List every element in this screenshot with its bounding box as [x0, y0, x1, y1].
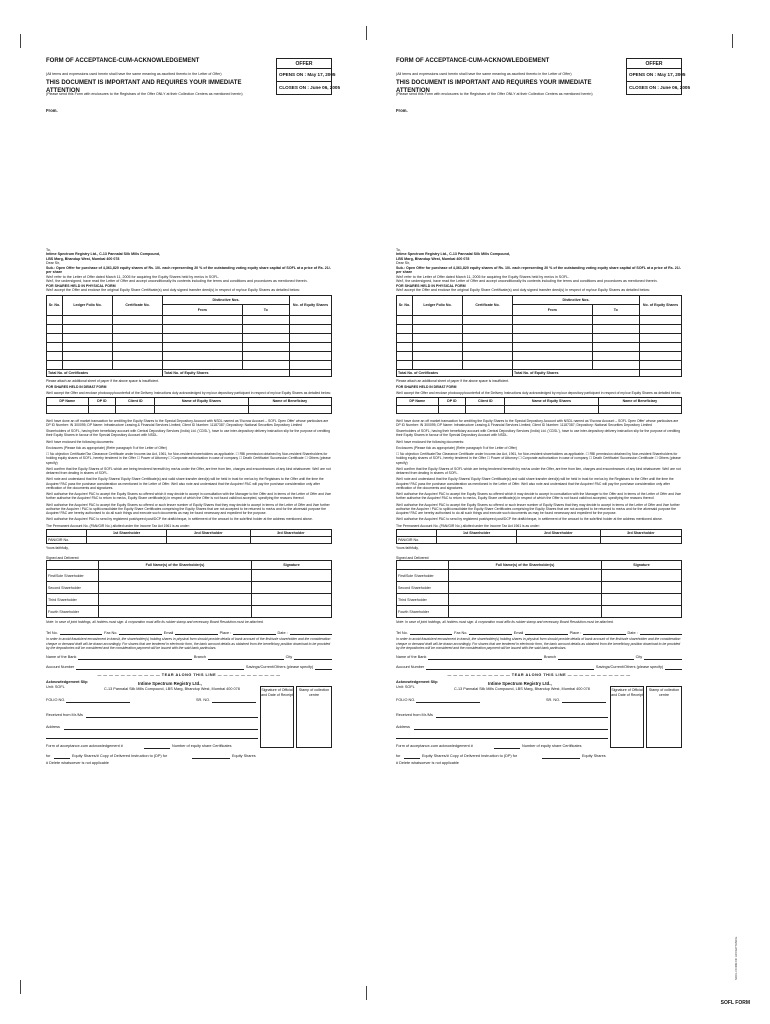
send-note: (Please send this Form with enclosures to the Registrars of the Offer ONLY at their Collection Centers as mentioned herein)	[46, 92, 243, 96]
opens-on: OPENS ON : May 17, 2005	[627, 69, 681, 82]
table-header	[47, 295, 332, 304]
dear-sir: Dear Sir,	[396, 261, 410, 266]
send-note: (Please send this Form with enclosures to the Registrars of the Offer ONLY at their Collection Centers as mentioned herein)	[396, 92, 593, 96]
joint-note: Note: In case of joint holdings, all holders must sign. A corporation must affix its rubber stamp and necessary Board Resolution must be attached.	[396, 620, 614, 625]
col-full-name: Full Name(s) of the Shareholder(s)	[99, 561, 252, 570]
demat-table	[46, 397, 332, 414]
crop-mark	[732, 34, 733, 48]
form-sheet-right	[396, 58, 691, 770]
table-row[interactable]	[397, 405, 682, 413]
form-header	[396, 58, 691, 116]
demat-heading: FOR SHARES HELD IN DEMAT FORM	[46, 385, 107, 390]
col-folio: Ledger Folio No.	[63, 295, 113, 315]
table-row[interactable]	[47, 405, 332, 413]
eq-copy-label: Equity Shares/# Copy of Delivered Instruction to (DP) for	[422, 754, 518, 759]
eq-shares-label: Equity Shares	[582, 754, 606, 759]
para-cdsl: Shareholders of SOFL, having their beneficiary account with Central Depository Services (India) Ltd. ('CDSL'), have to use inter-depository delivery instruction slip for the purpose of crediting their Equity Shares in favour of the Special Depository Account with NSDL.	[46, 429, 330, 438]
subject: Sub.: Open Offer for purchase of 4,361,820 equity shares of Rs. 10/- each representing 20 % of the outstanding voting equity share capital of SOFL at a price of Rs. 21/- per share	[396, 265, 681, 275]
col-first-holder: 1st Shareholder	[87, 529, 167, 536]
stamp-box: Stamp of collection centre	[646, 686, 682, 748]
table-header	[397, 295, 682, 304]
for-label: for	[396, 754, 401, 759]
col-third-holder: 3rd Shareholder	[600, 529, 681, 536]
para-trust: We/I note and understand that the Equity Shares/ Equity Share Certificate(s) and valid share transfer deed(s) will be held in trust for me/us by the Registrars to the Offer until the time the Acquirer/ PAC pass the purchase consideration as mentioned in the Letter of Offer. We/I also note and understand that the Acquirer/ PAC will pay the purchase consideration only after verification of the documents and signatures.	[396, 477, 674, 490]
col-beneficiary: Name of Beneficiary	[248, 397, 331, 405]
demat-heading: FOR SHARES HELD IN DEMAT FORM	[396, 385, 457, 390]
subject: Sub.: Open Offer for purchase of 4,361,820 equity shares of Rs. 10/- each representing 20 % of the outstanding voting equity share capital of SOFL at a price of Rs. 21/- per share	[46, 265, 331, 275]
total-row	[397, 369, 682, 376]
ack-slip-label: Acknowledgement Slip	[396, 680, 438, 685]
pan-table	[396, 529, 682, 544]
para-enclosures: Enclosures (Please tick as appropriate) (Refer paragraph 9 of the Letter of Offer)	[46, 445, 167, 450]
stamp-box: Stamp of collection centre	[296, 686, 332, 748]
table-row[interactable]: Fourth Shareholder	[47, 606, 332, 618]
received-label: Received from Mr./Ms	[396, 713, 433, 718]
para-checkboxes[interactable]: ☐ No objection Certificate/Tax Clearance Certificate under Income-tax Act, 1961, for Non-resident shareholders as applicable. ☐ RBI permission obtained by Non-resident Shareholders for holding equity shares of SOFL, hereby tendered in the Offer ☐ Power of Attorney ☐ Corporate authorization in case of company ☐ Death Certificate/ Succession Certificate ☐ Others (please specify)	[396, 452, 681, 465]
para-authorise: We/I authorise the Acquirer/ PAC to accept the Equity Shares so offered which it may decide to accept in consultation with the Manager to the Offer and in terms of the Letter of Offer and I/we further authorise the Acquirer/ PAC to return to me/us, Equity Share certificate(s) in respect of which the Offer is not found valid/not accepted, specifying the reasons thereof.	[46, 492, 332, 501]
table-row[interactable]	[397, 324, 682, 333]
acknowledgement-slip	[396, 680, 682, 770]
col-beneficiary: Name of Beneficiary	[598, 397, 681, 405]
para-authorise: We/I authorise the Acquirer/ PAC to accept the Equity Shares so offered which it may decide to accept in consultation with the Manager to the Offer and in terms of the Letter of Offer and I/we further authorise the Acquirer/ PAC to return to me/us, Equity Share certificate(s) in respect of which the Offer is not found valid/not accepted, specifying the reasons thereof.	[396, 492, 682, 501]
eq-shares-label: Equity Shares	[232, 754, 256, 759]
para-split: We/I authorise the Acquirer/ PAC to accept the Equity Shares so offered or such lesser number of Equity Shares that they may decide to accept in terms of the Letter of Offer and I/we further authorise the Acquirer / PAC to split/consolidate the Equity Share Certificates comprising the Equity Shares that are not accepted to be returned to me/us and for the aforesaid purpose the Acquirer/ PAC are hereby authorised to do all such things and execute such documents as may be found necessary and expedient for the purpose.	[46, 502, 330, 516]
table-header	[47, 529, 332, 536]
col-first-holder: 1st Shareholder	[437, 529, 517, 536]
para-pan: The Permanent Account No. (PAN/GIR No.) allotted under the Income Tax Act 1961 is as under:	[396, 523, 540, 528]
physical-text: We/I accept the Offer and enclose the original Equity Share Certificate(s) and duly signed transfer deed(s) in respect of my/our Equity Shares as detailed below:	[396, 288, 650, 293]
srno-input[interactable]	[562, 702, 606, 703]
physical-heading: FOR SHARES HELD IN PHYSICAL FORM	[46, 283, 116, 288]
para-post: We/I authorise the Acquirer/ PAC to send by registered post/speed post/DCP the draft/cheque, in settlement of the amount to the sole/first holder at the address mentioned above.	[46, 517, 313, 522]
important-notice: THIS DOCUMENT IS IMPORTANT AND REQUIRES YOUR IMMEDIATE ATTENTION	[396, 80, 592, 94]
col-equity-name: Name of Equity Shares	[505, 397, 598, 405]
table-row[interactable]: Second Shareholder	[47, 582, 332, 594]
col-certificate: Certificate No.	[463, 295, 513, 315]
col-signature: Signature	[252, 561, 332, 570]
para-escrow: We/I have done an off market transaction for crediting the Equity Shares to the Special Depository Account with NSDL named as 'Escrow Account – SOFL Open Offer' whose particulars are DP ID Number: IN 300095; DP Name: Infrastructure Leasing & Financial Services Limited; Client ID Number: 11187387; Depository: National Securities Depository Limited	[396, 418, 679, 427]
total-certificates: Total No. of Certificates	[47, 369, 163, 376]
received-label: Received from Mr./Ms	[46, 713, 83, 718]
address-input-2[interactable]	[396, 738, 608, 739]
table-row[interactable]: Third Shareholder	[47, 594, 332, 606]
attach-note: Please attach an additional sheet of paper if the above space is insufficient.	[46, 378, 160, 383]
crop-mark	[20, 34, 21, 48]
official-signature-box: Signature of Official and Date of Receipt	[610, 686, 644, 748]
para-post: We/I authorise the Acquirer/ PAC to send by registered post/speed post/DCP the draft/cheque, in settlement of the amount to the sole/first holder at the address mentioned above.	[396, 517, 663, 522]
dp-input[interactable]	[542, 758, 580, 759]
registry-line2: LBS Marg, Bhandup West, Mumbai 400 078	[396, 256, 470, 261]
vertical-form-label: SOFL FORM OF ACCEPTANCE	[734, 936, 738, 980]
received-input[interactable]	[436, 717, 608, 718]
form-sheet-left	[46, 58, 341, 770]
col-distinctive: Distinctive Nos.	[163, 295, 290, 304]
col-equity-name: Name of Equity Shares	[155, 397, 248, 405]
col-signature: Signature	[602, 561, 682, 570]
undersigned-text: We/I, the undersigned, have read the Letter of Offer and accept unconditionally its contents including the terms and conditions and procedures as mentioned therein.	[396, 279, 658, 284]
pan-label: PAN/GIR No.	[47, 536, 87, 543]
undersigned-text: We/I, the undersigned, have read the Letter of Offer and accept unconditionally its contents including the terms and conditions and procedures as mentioned therein.	[46, 279, 308, 284]
crop-mark	[366, 986, 367, 1000]
form-header	[46, 58, 341, 116]
account-line[interactable]: Account Number Savings/Current/Others (please specify)	[46, 665, 332, 670]
demat-text: We/I accept the Offer and enclose photocopy/counterfoil of the Delivery Instructions duly acknowledged by my/our depository participant in respect of my/our Equity Shares as detailed below:	[396, 391, 681, 396]
yours-faithfully: Yours faithfully,	[396, 545, 419, 550]
registry-name: Intime Spectrum Registry Ltd.,	[488, 681, 552, 687]
registry-line1: Intime Spectrum Registry Ltd., C-13 Pannalal Silk Mills Compound,	[396, 252, 511, 257]
folio-input[interactable]	[416, 702, 480, 703]
from-label: From.	[396, 108, 408, 113]
signature-table	[46, 560, 332, 618]
eq-copy-label: Equity Shares/# Copy of Delivered Instruction to (DP) for	[72, 754, 168, 759]
crop-mark	[366, 26, 367, 40]
table-row[interactable]	[47, 351, 332, 360]
col-second-holder: 2nd Shareholder	[167, 529, 250, 536]
contact-line[interactable]: Tel No. Fax No. Email Place : Date :	[46, 631, 332, 636]
to-label: To,	[396, 248, 401, 252]
dear-sir: Dear Sir,	[46, 261, 60, 266]
total-row	[47, 369, 332, 376]
table-row[interactable]	[397, 342, 682, 351]
form-acceptance-input[interactable]	[494, 748, 520, 749]
col-from: From	[163, 305, 243, 316]
refer-text: We/I refer to the Letter of Offer dated March 11, 2005 for acquiring the Equity Shares held by me/us in SOFL.	[46, 274, 220, 279]
form-title: FORM OF ACCEPTANCE-CUM-ACKNOWLEDGEMENT	[46, 58, 200, 64]
bank-line[interactable]: Name of the Bank Branch City	[396, 655, 682, 660]
refer-text: We/I refer to the Letter of Offer dated March 11, 2005 for acquiring the Equity Shares held by me/us in SOFL.	[396, 274, 570, 279]
registry-address: C-13 Pannalal Silk Mills Compound, LBS Marg, Bhandup West, Mumbai 400 078	[454, 687, 590, 692]
table-row[interactable]	[397, 315, 682, 324]
form-acceptance-label: Form of acceptance-cum acknowledgement #	[396, 744, 473, 749]
table-header	[397, 561, 682, 570]
official-signature-box: Signature of Official and Date of Receipt	[260, 686, 294, 748]
col-no-shares: No. of Equity Shares	[640, 295, 682, 315]
certificate-table	[46, 295, 332, 377]
col-dp-name: DP Name	[47, 397, 89, 405]
from-label: From.	[46, 108, 58, 113]
para-pan: The Permanent Account No. (PAN/GIR No.) allotted under the Income Tax Act 1961 is as under:	[46, 523, 190, 528]
opens-on: OPENS ON : May 17, 2005	[277, 69, 331, 82]
total-certificates: Total No. of Certificates	[397, 369, 513, 376]
col-folio: Ledger Folio No.	[413, 295, 463, 315]
table-header	[47, 561, 332, 570]
table-row[interactable]: First/Sole Shareholder	[397, 570, 682, 582]
col-certificate: Certificate No.	[113, 295, 163, 315]
received-input[interactable]	[86, 717, 258, 718]
table-row[interactable]	[47, 360, 332, 369]
folio-input[interactable]	[66, 702, 130, 703]
signature-table	[396, 560, 682, 618]
table-header	[47, 397, 332, 405]
address-input-2[interactable]	[46, 738, 258, 739]
table-row[interactable]	[47, 333, 332, 342]
address-block	[396, 248, 682, 293]
sofl-form-label: SOFL FORM	[720, 1000, 750, 1006]
tear-line: — — — — — — — — — — — TEAR ALONG THIS LINE — — — — — — — — — — —	[447, 672, 631, 677]
address-input[interactable]	[64, 729, 258, 730]
srno-label: SR. NO.	[546, 698, 561, 703]
table-row[interactable]	[397, 536, 682, 543]
for-input[interactable]	[54, 758, 70, 759]
registry-name: Intime Spectrum Registry Ltd.,	[138, 681, 202, 687]
col-client-id: Client ID	[116, 397, 155, 405]
fraud-note: In order to avoid fraudulent encashment in transit, the shareholder(s) holding shares in physical form should provide details of bank account of the first/sole shareholder and the consideration cheque or demand draft will be drawn accordingly. For shares that are tendered in electronic form, the bank account details as obtained from the beneficiary position download to be provided by the depositories will be considered and the consideration payment will be issued with the said bank particulars.	[46, 637, 331, 650]
offer-label: OFFER	[627, 59, 681, 69]
signed-delivered: Signed and Delivered:	[46, 556, 80, 561]
form-title: FORM OF ACCEPTANCE-CUM-ACKNOWLEDGEMENT	[396, 58, 550, 64]
important-notice: THIS DOCUMENT IS IMPORTANT AND REQUIRES YOUR IMMEDIATE ATTENTION	[46, 80, 242, 94]
offer-box	[626, 58, 691, 95]
num-certs-label: Number of equity share Certificates	[172, 744, 232, 749]
yours-faithfully: Yours faithfully,	[46, 545, 69, 550]
ack-slip-label: Acknowledgement Slip	[46, 680, 88, 685]
tear-line: — — — — — — — — — — — TEAR ALONG THIS LINE — — — — — — — — — — —	[97, 672, 281, 677]
col-dp-id: DP ID	[88, 397, 116, 405]
address-label: Address	[46, 725, 60, 730]
col-to: To	[592, 305, 639, 316]
total-equity: Total No. of Equity Shares	[163, 369, 290, 376]
para-enclosed: We/I have enclosed the following documents:	[396, 439, 464, 444]
unit-label: Unit: SOFL	[46, 685, 65, 690]
bank-line[interactable]: Name of the Bank Branch City	[46, 655, 332, 660]
table-row[interactable]	[397, 333, 682, 342]
col-sr-no: Sr. No.	[47, 295, 63, 315]
for-label: for	[46, 754, 51, 759]
delete-note: # Delete whatsoever is not applicable	[46, 761, 109, 766]
for-input[interactable]	[404, 758, 420, 759]
physical-text: We/I accept the Offer and enclose the original Equity Share Certificate(s) and duly signed transfer deed(s) in respect of my/our Equity Shares as detailed below:	[46, 288, 300, 293]
terms-note: (All terms and expressions used herein shall have the same meaning as ascribed thereto in the Letter of Offer)	[396, 72, 572, 76]
fraud-note: In order to avoid fraudulent encashment in transit, the shareholder(s) holding shares in physical form should provide details of bank account of the first/sole shareholder and the consideration cheque or demand draft will be drawn accordingly. For shares that are tendered in electronic form, the bank account details as obtained from the beneficiary position download to be provided by the depositories will be considered and the consideration payment will be issued with the said bank particulars.	[396, 637, 681, 650]
account-line[interactable]: Account Number Savings/Current/Others (please specify)	[396, 665, 682, 670]
address-label: Address	[396, 725, 410, 730]
total-equity: Total No. of Equity Shares	[513, 369, 640, 376]
col-no-shares: No. of Equity Shares	[290, 295, 332, 315]
offer-box	[276, 58, 341, 95]
col-to: To	[242, 305, 289, 316]
col-third-holder: 3rd Shareholder	[250, 529, 331, 536]
to-label: To,	[46, 248, 51, 252]
para-cdsl: Shareholders of SOFL, having their beneficiary account with Central Depository Services (India) Ltd. ('CDSL'), have to use inter-depository delivery instruction slip for the purpose of crediting their Equity Shares in favour of the Special Depository Account with NSDL.	[396, 429, 680, 438]
acknowledgement-slip	[46, 680, 332, 770]
table-row[interactable]	[47, 342, 332, 351]
closes-on: CLOSES ON : June 06, 2005	[629, 84, 691, 90]
physical-heading: FOR SHARES HELD IN PHYSICAL FORM	[396, 283, 466, 288]
registry-line1: Intime Spectrum Registry Ltd., C-13 Pannalal Silk Mills Compound,	[46, 252, 161, 257]
table-row[interactable]	[397, 351, 682, 360]
para-checkboxes[interactable]: ☐ No objection Certificate/Tax Clearance Certificate under Income-tax Act, 1961, for Non-resident shareholders as applicable. ☐ RBI permission obtained by Non-resident Shareholders for holding equity shares of SOFL, hereby tendered in the Offer ☐ Power of Attorney ☐ Corporate authorization in case of company ☐ Death Certificate/ Succession Certificate ☐ Others (please specify)	[46, 452, 331, 465]
registry-address: C-13 Pannalal Silk Mills Compound, LBS Marg, Bhandup West, Mumbai 400 078	[104, 687, 240, 692]
unit-label: Unit: SOFL	[396, 685, 415, 690]
attach-note: Please attach an additional sheet of paper if the above space is insufficient.	[396, 378, 510, 383]
dp-input[interactable]	[192, 758, 230, 759]
table-row[interactable]: Fourth Shareholder	[397, 606, 682, 618]
table-row[interactable]: First/Sole Shareholder	[47, 570, 332, 582]
srno-input[interactable]	[212, 702, 256, 703]
table-row[interactable]	[47, 324, 332, 333]
para-enclosed: We/I have enclosed the following documents:	[46, 439, 114, 444]
signed-delivered: Signed and Delivered:	[396, 556, 430, 561]
col-from: From	[513, 305, 593, 316]
pan-table	[46, 529, 332, 544]
para-confirm: We/I confirm that the Equity Shares of SOFL which are being tendered herewith by me/us under the Offer, are free from lien, charges and encumbrances of any kind whatsoever. We/I are not debarred from dealing in shares of SOFL.	[396, 466, 681, 476]
table-header	[397, 529, 682, 536]
col-sr-no: Sr. No.	[397, 295, 413, 315]
table-row[interactable]	[47, 536, 332, 543]
table-header	[397, 397, 682, 405]
col-second-holder: 2nd Shareholder	[517, 529, 600, 536]
col-full-name: Full Name(s) of the Shareholder(s)	[449, 561, 602, 570]
pan-label: PAN/GIR No.	[397, 536, 437, 543]
para-trust: We/I note and understand that the Equity Shares/ Equity Share Certificate(s) and valid share transfer deed(s) will be held in trust for me/us by the Registrars to the Offer until the time the Acquirer/ PAC pass the purchase consideration as mentioned in the Letter of Offer. We/I also note and understand that the Acquirer/ PAC will pay the purchase consideration only after verification of the documents and signatures.	[46, 477, 324, 490]
closes-on: CLOSES ON : June 06, 2005	[279, 84, 341, 90]
delete-note: # Delete whatsoever is not applicable	[396, 761, 459, 766]
table-row[interactable]	[397, 360, 682, 369]
para-confirm: We/I confirm that the Equity Shares of SOFL which are being tendered herewith by me/us under the Offer, are free from lien, charges and encumbrances of any kind whatsoever. We/I are not debarred from dealing in shares of SOFL.	[46, 466, 331, 476]
col-dp-name: DP Name	[397, 397, 439, 405]
para-enclosures: Enclosures (Please tick as appropriate) (Refer paragraph 9 of the Letter of Offer)	[396, 445, 517, 450]
crop-mark	[20, 980, 21, 994]
para-split: We/I authorise the Acquirer/ PAC to accept the Equity Shares so offered or such lesser number of Equity Shares that they may decide to accept in terms of the Letter of Offer and I/we further authorise the Acquirer / PAC to split/consolidate the Equity Share Certificates comprising the Equity Shares that are not accepted to be returned to me/us and for the aforesaid purpose the Acquirer/ PAC are hereby authorised to do all such things and execute such documents as may be found necessary and expedient for the purpose.	[396, 502, 680, 516]
table-row[interactable]: Third Shareholder	[397, 594, 682, 606]
srno-label: SR. NO.	[196, 698, 211, 703]
form-acceptance-input[interactable]	[144, 748, 170, 749]
table-row[interactable]	[47, 315, 332, 324]
registry-line2: LBS Marg, Bhandup West, Mumbai 400 078	[46, 256, 120, 261]
terms-note: (All terms and expressions used herein shall have the same meaning as ascribed thereto in the Letter of Offer)	[46, 72, 222, 76]
para-escrow: We/I have done an off market transaction for crediting the Equity Shares to the Special Depository Account with NSDL named as 'Escrow Account – SOFL Open Offer' whose particulars are DP ID Number: IN 300095; DP Name: Infrastructure Leasing & Financial Services Limited; Client ID Number: 11187387; Depository: National Securities Depository Limited	[46, 418, 329, 427]
demat-table	[396, 397, 682, 414]
col-client-id: Client ID	[466, 397, 505, 405]
folio-label: FOLIO NO.	[396, 698, 416, 703]
demat-text: We/I accept the Offer and enclose photocopy/counterfoil of the Delivery Instructions duly acknowledged by my/our depository participant in respect of my/our Equity Shares as detailed below:	[46, 391, 331, 396]
address-block	[46, 248, 332, 293]
col-dp-id: DP ID	[438, 397, 466, 405]
offer-label: OFFER	[277, 59, 331, 69]
certificate-table	[396, 295, 682, 377]
address-input[interactable]	[414, 729, 608, 730]
contact-line[interactable]: Tel No. Fax No. Email Place : Date :	[396, 631, 682, 636]
table-row[interactable]: Second Shareholder	[397, 582, 682, 594]
form-acceptance-label: Form of acceptance-cum acknowledgement #	[46, 744, 123, 749]
col-distinctive: Distinctive Nos.	[513, 295, 640, 304]
joint-note: Note: In case of joint holdings, all holders must sign. A corporation must affix its rubber stamp and necessary Board Resolution must be attached.	[46, 620, 264, 625]
folio-label: FOLIO NO.	[46, 698, 66, 703]
num-certs-label: Number of equity share Certificates	[522, 744, 582, 749]
